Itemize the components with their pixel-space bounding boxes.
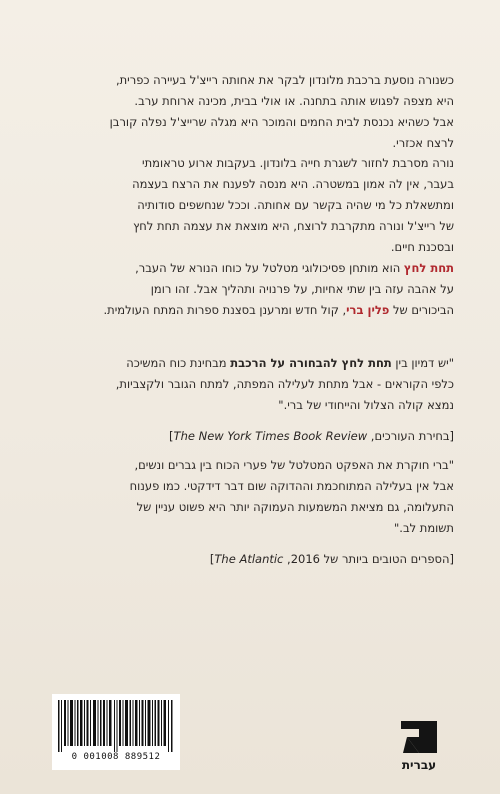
text-line: של רייצ'ל ונורה מתקרבת לרוצח, היא מוצאת את עצמה תחת לחץ <box>133 219 454 233</box>
text-span: הוא מותחן פסיכולוגי מטלטל על כוחו הנורא של העבר, <box>135 261 404 275</box>
text-line: כשנורה נוסעת ברכבת מלונדון לבקר את אחותה רייצ'ל בעיירה כפרית, <box>115 73 454 87</box>
barcode-number: 0 001008 889512 <box>71 752 161 762</box>
text-line <box>54 258 454 279</box>
text-span: [הספרים הטובים ביותר של 2016, <box>283 552 454 566</box>
book-title: תחת לחץ <box>403 261 454 275</box>
quote-source <box>54 426 454 447</box>
text-line: על אהבה עזה בין שתי אחיות, על פרנויה ותהליך אבל. זהו רומן <box>150 282 454 296</box>
text-line: אבל אין בעלילה המתוחכמת וההדוקה שום דבר דידקטי. כמו פענוח <box>129 479 454 493</box>
text-line <box>54 353 454 374</box>
text-span: "יש דמיון בין <box>391 356 454 370</box>
barcode-bars-icon <box>58 700 174 752</box>
blurb-paragraph-3 <box>54 258 454 321</box>
text-line <box>54 300 454 321</box>
source-publication: The Atlantic <box>214 552 284 566</box>
text-line: ומתשאלת כל מי שהיה בקשר עם אחותה. וככל שנחשפים סודותיה <box>137 198 454 212</box>
text-span: הביכורים של <box>389 303 454 317</box>
text-line: התעלומה, גם מציאת המשמעות העמוקה יותר היא פשוט עניין של <box>136 500 454 514</box>
text-line: היא מצפה לפגוש אותה בתחנה. או אולי בבית, מכינה ארוחת ערב. <box>134 94 454 108</box>
compared-titles: תחת לחץ להבחורה על הרכבת <box>230 356 392 370</box>
text-span: ] <box>209 552 215 566</box>
text-line: לרצח אכזרי. <box>392 136 454 150</box>
source-publication: The New York Times Book Review <box>173 429 368 443</box>
text-line: כלפי הקוראים - אבל מתחת לעלילה המפתה, למתח הגובר ולקצביות, <box>115 377 454 391</box>
text-span: [בחירת העורכים, <box>367 429 454 443</box>
text-line: אבל כשהיא נכנסת לבית החמים והמוכר היא מגלה שרייצ'ל נפלה קורבן <box>109 115 454 129</box>
text-line: נורה מסרבת לחזור לשגרת חייה בלונדון. בעקבות ארוע טראומתי <box>142 156 454 170</box>
author-name: פלין ברי <box>346 303 390 317</box>
blurb-paragraph-2 <box>54 153 454 258</box>
text-span: , קול חדש ומרענן בסצנת ספרות המתח העולמית. <box>103 303 347 317</box>
publisher-name: עברית <box>401 758 437 772</box>
text-line: בעבר, אין לה אמון במשטרה. היא מנסה לפענח את הרצח בעצמה <box>132 177 454 191</box>
text-line: תשומת לב." <box>394 521 454 535</box>
review-quote-1 <box>54 353 454 447</box>
quote-source <box>54 549 454 570</box>
blurb-paragraph-1 <box>54 70 454 154</box>
text-line: נמצא קולה הצלול והייחודי של ברי." <box>278 398 454 412</box>
text-span: מבחינת כוח המשיכה <box>126 356 231 370</box>
review-quote-2 <box>54 455 454 570</box>
publisher-logo-icon <box>399 717 439 757</box>
text-line: ובסכנת חיים. <box>390 240 454 254</box>
isbn-barcode <box>52 694 180 770</box>
text-line: "ברי חוקרת את האפקט המטלטל של פערי הכוח בין גברים ונשים, <box>134 458 454 472</box>
text-span: ] <box>169 429 174 443</box>
